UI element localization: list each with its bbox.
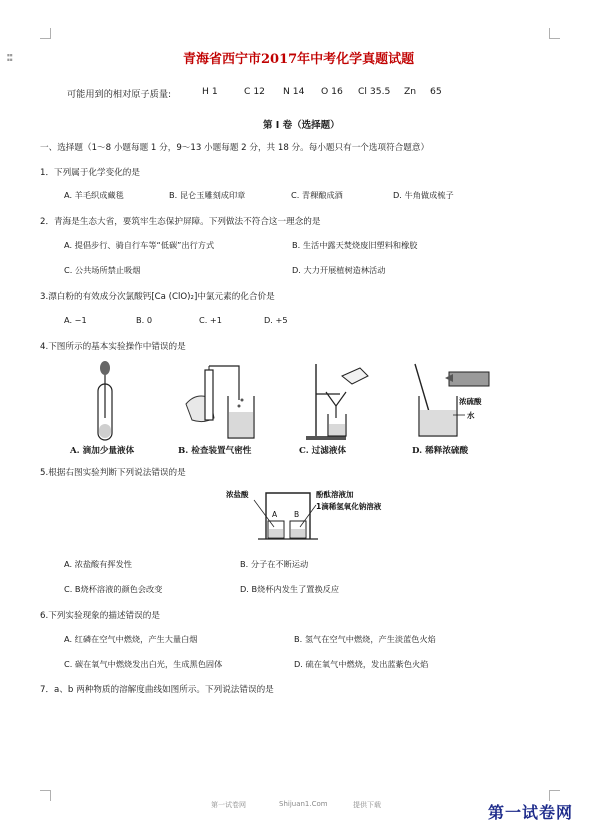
answer-option: D. 牛角做成梳子 — [393, 190, 454, 200]
crop-mark — [40, 28, 51, 39]
answer-option: C. +1 — [199, 315, 222, 325]
answer-option: C. 碳在氧气中燃烧发出白光，生成黑色固体 — [64, 659, 223, 669]
question-stem: 4.下图所示的基本实验操作中错误的是 — [40, 342, 186, 352]
page-title: 青海省西宁市2017年中考化学真题试题 — [183, 52, 415, 67]
naoh-label: 1滴稀氢氧化钠溶液 — [316, 502, 382, 511]
part-title: 第 I 卷（选择题） — [263, 120, 340, 131]
answer-option: D. 大力开展植树造林活动 — [292, 265, 386, 275]
water-label: 水 — [467, 411, 475, 420]
phenolphthalein-label: 酚酞溶液加 — [316, 490, 354, 499]
answer-option: D. B烧杯内发生了置换反应 — [240, 584, 340, 594]
atomic-masses-label: 可能用到的相对原子质量: — [67, 89, 172, 100]
answer-option: A. 提倡步行、骑自行车等“低碳”出行方式 — [64, 240, 215, 250]
atomic-mass-item: 65 — [430, 86, 442, 97]
atomic-mass-item: Cl 35.5 — [358, 86, 391, 97]
drag-handle-icon[interactable]: :: — [6, 50, 12, 64]
answer-option: A. 红磷在空气中燃烧，产生大量白烟 — [64, 634, 198, 644]
question-stem: 2．青海是生态大省，要筑牢生态保护屏障。下列做法不符合这一理念的是 — [40, 217, 321, 227]
answer-option: A. −1 — [64, 315, 87, 325]
atomic-mass-item: O 16 — [321, 86, 343, 97]
atomic-mass-item: C 12 — [244, 86, 266, 97]
question-stem: 1．下列属于化学变化的是 — [40, 168, 140, 178]
figure-caption: B. 检查装置气密性 — [178, 446, 252, 456]
answer-option: C. 青稞酿成酒 — [291, 190, 343, 200]
footer-link[interactable]: Shijuan1.Com — [279, 800, 328, 808]
beaker-a-label: A — [272, 510, 278, 519]
answer-option: B. 分子在不断运动 — [240, 559, 309, 569]
gas-tightness-figure — [180, 360, 260, 442]
question-stem: 3.漂白粉的有效成分次氯酸钙[Ca (ClO)₂]中氯元素的化合价是 — [40, 292, 275, 302]
answer-option: C. 公共场所禁止吸烟 — [64, 265, 141, 275]
answer-option: D. +5 — [264, 315, 288, 325]
atomic-mass-item: H 1 — [202, 86, 218, 97]
question-stem: 5.根据右图实验判断下列说法错误的是 — [40, 468, 186, 478]
answer-option: D. 硫在氧气中燃烧，发出蓝紫色火焰 — [294, 659, 429, 669]
answer-option: B. 生活中露天焚烧废旧塑料和橡胶 — [292, 240, 418, 250]
figure-caption: D. 稀释浓硫酸 — [412, 446, 469, 456]
brand-logo: 第一试卷网 — [488, 803, 574, 822]
answer-option: B. 昆仑玉雕刻成印章 — [169, 190, 246, 200]
question-stem: 7．a、b 两种物质的溶解度曲线如图所示。下列说法错误的是 — [40, 685, 274, 695]
figure-caption: A. 滴加少量液体 — [70, 446, 135, 456]
section-heading: 一、选择题（1～8 小题每题 1 分，9～13 小题每题 2 分，共 18 分。每小题只有一个选项符合题意） — [40, 143, 430, 153]
beaker-b-label: B — [294, 510, 300, 519]
dilute-acid-figure — [405, 360, 500, 442]
answer-option: C. B烧杯溶液的颜色会改变 — [64, 584, 163, 594]
answer-option: B. 氢气在空气中燃烧，产生淡蓝色火焰 — [294, 634, 436, 644]
atomic-mass-item: Zn — [404, 86, 417, 97]
crop-mark — [40, 790, 51, 801]
dropper-test-tube-figure — [86, 360, 126, 442]
acid-label: 浓硫酸 — [459, 397, 482, 406]
filtration-figure — [300, 358, 374, 442]
question-stem: 6.下列实验现象的描述错误的是 — [40, 611, 160, 621]
footer-right: 提供下载 — [353, 801, 381, 809]
ammonia-diffusion-figure — [226, 483, 416, 543]
answer-option: A. 浓盐酸有挥发性 — [64, 559, 132, 569]
answer-option: B. 0 — [136, 315, 153, 325]
answer-option: A. 羊毛织成藏毯 — [64, 190, 124, 200]
figure-caption: C. 过滤液体 — [299, 446, 347, 456]
crop-mark — [549, 28, 560, 39]
hcl-label: 浓盐酸 — [226, 490, 249, 499]
footer-left: 第一试卷网 — [211, 801, 246, 809]
atomic-mass-item: N 14 — [283, 86, 305, 97]
